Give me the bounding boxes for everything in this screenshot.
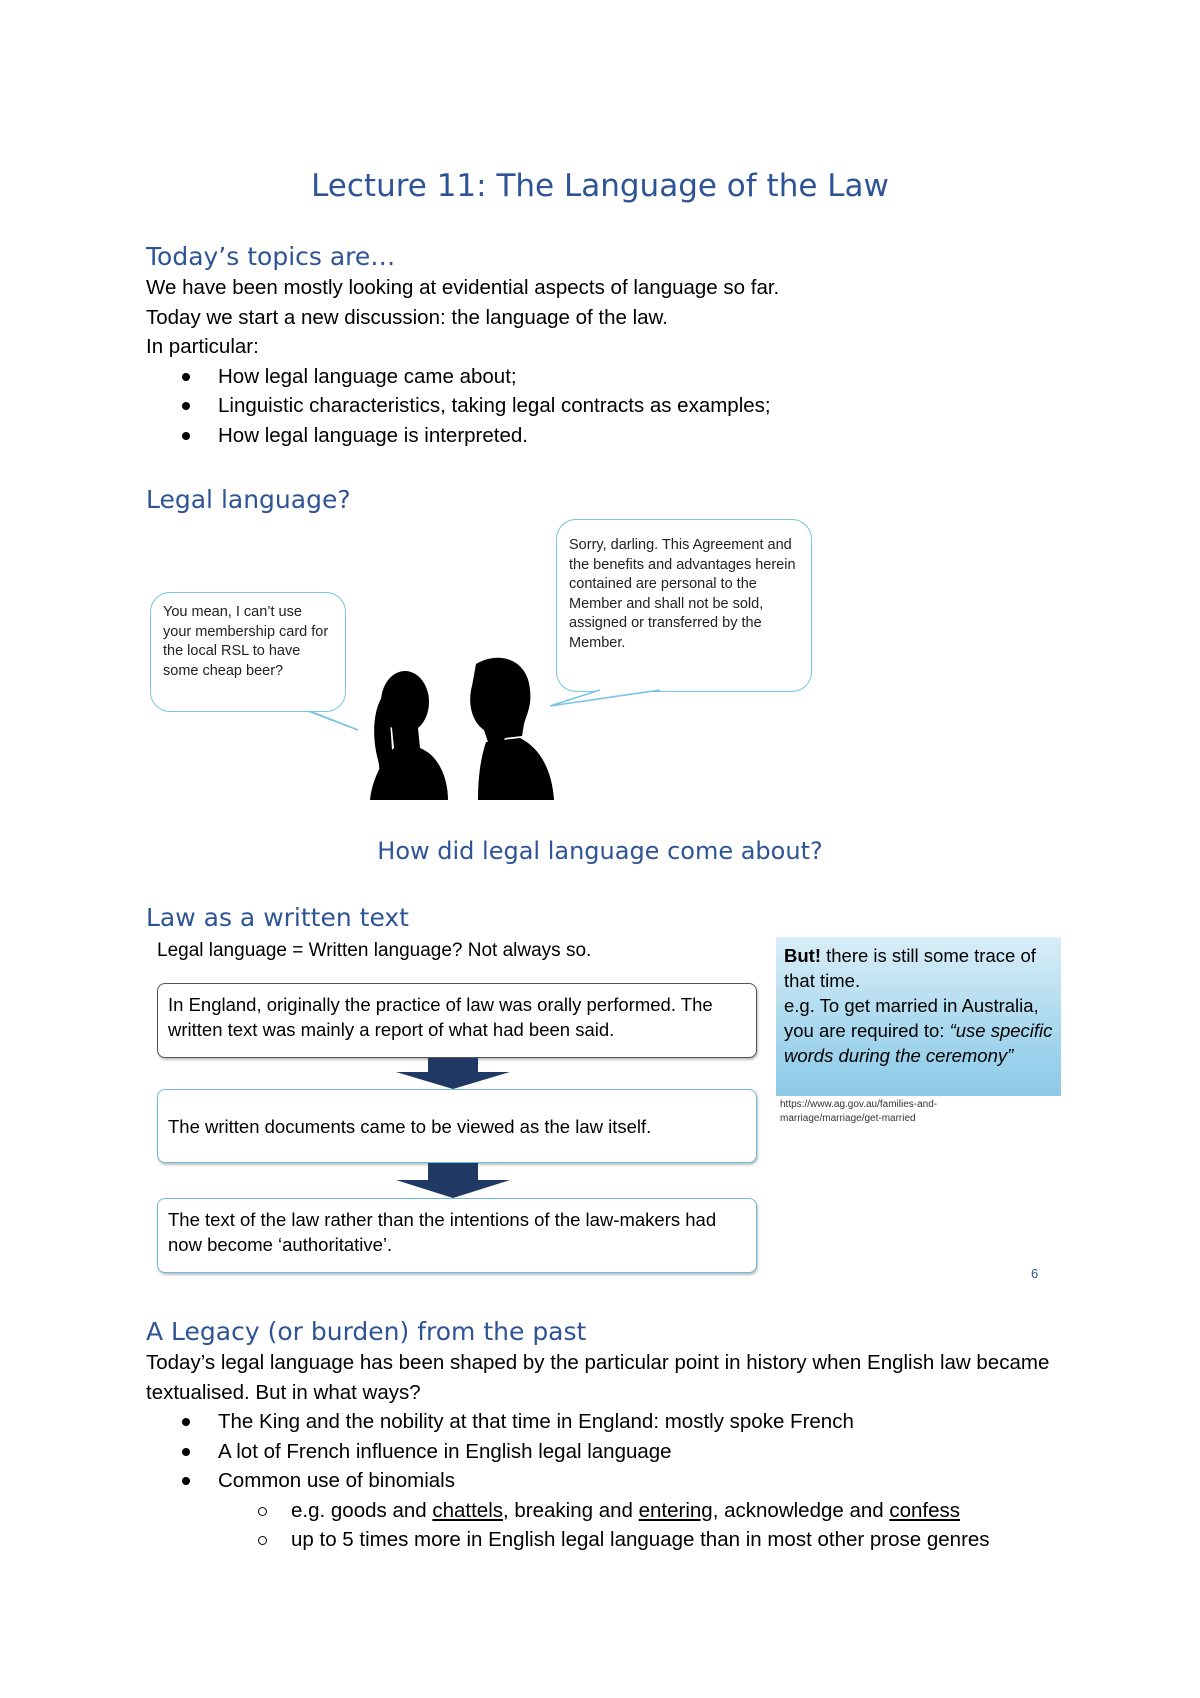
list-item: A lot of French influence in English legal language [146,1437,1066,1467]
flow-step-documents: The written documents came to be viewed as the law itself. [157,1089,757,1163]
topics-heading: Today’s topics are… [146,242,396,271]
topics-line: Today we start a new discussion: the language of the law. [146,305,668,329]
down-arrow-icon [396,1163,510,1198]
flow-step-authoritative: The text of the law rather than the intentions of the law-makers had now become ‘authoritative’. [157,1198,757,1273]
law-written-heading: Law as a written text [146,903,409,932]
bullet-icon [182,1448,190,1456]
list-item: Linguistic characteristics, taking legal contracts as examples; [146,391,1106,421]
sub-bullet-icon [258,1536,267,1545]
legacy-heading: A Legacy (or burden) from the past [146,1317,587,1346]
list-item: up to 5 times more in English legal language than in most other prose genres [146,1525,1066,1555]
down-arrow-icon [396,1058,510,1089]
legal-language-heading: Legal language? [146,485,351,514]
page-title: Lecture 11: The Language of the Law [311,168,889,204]
slide-number: 6 [1031,1266,1039,1281]
legacy-list [146,1407,1066,1555]
list-item: How legal language is interpreted. [146,421,1106,451]
topics-line: In particular: [146,335,259,358]
section-heading: How did legal language come about? [377,837,823,865]
bullet-icon [182,1477,190,1485]
list-item: e.g. goods and chattels, breaking and entering, acknowledge and confess [146,1496,1066,1526]
bullet-icon [182,1418,190,1426]
man-speech-bubble: Sorry, darling. This Agreement and the benefits and advantages herein contained are personal to the Member and shall not be sold, assigned or transferred by the Member. [556,519,812,692]
list-item: Common use of binomials [146,1466,1066,1496]
flow-step-oral: In England, originally the practice of law was orally performed. The written text was mainly a report of what had been said. [157,983,757,1058]
topics-line: We have been mostly looking at evidential aspects of language so far. [146,276,780,299]
source-link[interactable]: https://www.ag.gov.au/families-and-marriage/marriage/get-married [780,1099,938,1124]
law-written-intro: Legal language = Written language? Not always so. [157,940,592,961]
legacy-body [146,1348,1066,1555]
legacy-paragraph: Today’s legal language has been shaped by the particular point in history when English law became textualised. But in what ways? [146,1351,1050,1404]
list-item: The King and the nobility at that time in England: mostly spoke French [146,1407,1066,1437]
woman-speech-bubble: You mean, I can’t use your membership card for the local RSL to have some cheap beer? [150,592,346,712]
list-item: How legal language came about; [146,362,1106,392]
marriage-note-box: But! there is still some trace of that time. e.g. To get married in Australia, you are required to: “use specific words during the ceremony” [776,937,1061,1096]
sub-bullet-icon [258,1507,267,1516]
